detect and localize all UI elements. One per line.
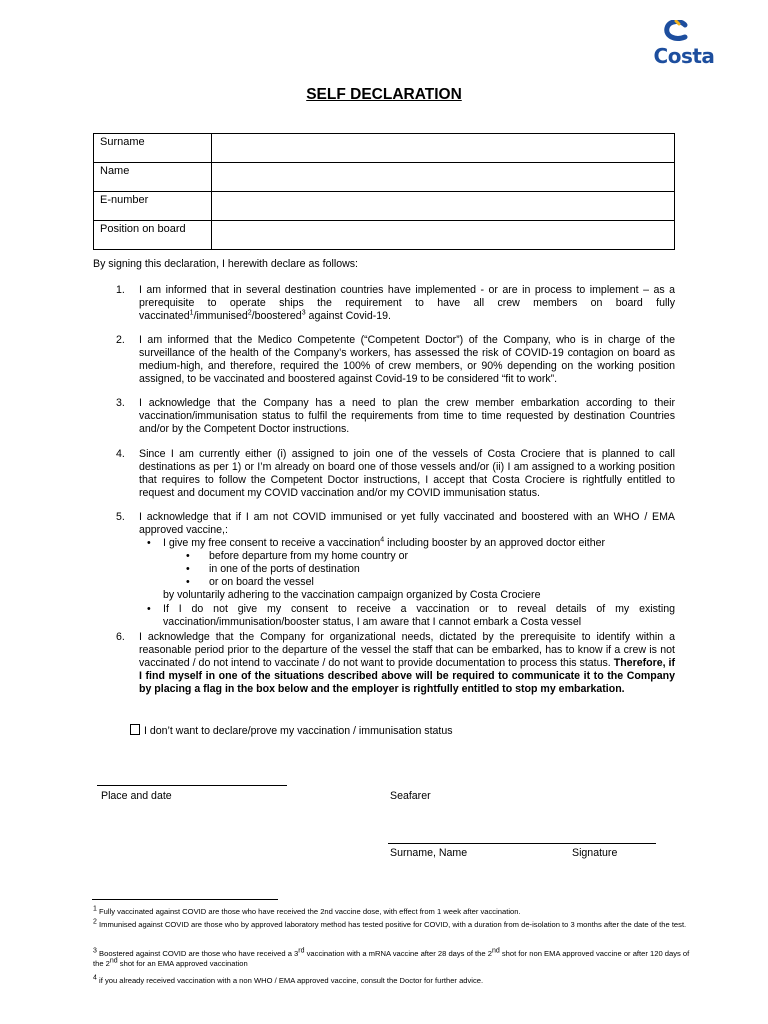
e-number-field[interactable]: [212, 192, 675, 221]
bullet-icon: •: [147, 603, 151, 615]
footnote-1-mark: 1: [93, 905, 97, 913]
e-number-label: E-number: [94, 192, 212, 221]
bullet-1-text: [163, 537, 675, 550]
bullet-2-text: If I do not give my consent to receive a vaccination or to reveal details of my existing vaccination/immunisation/booster status, I am aware that I cannot embark a Costa vessel: [163, 603, 675, 628]
footnote-ref-3: 3: [301, 309, 306, 317]
item-5-number: 5.: [116, 511, 125, 523]
item-1-text-b: /immunised: [193, 310, 248, 322]
signature-label: Signature: [572, 847, 618, 859]
bullet-icon: •: [186, 550, 190, 562]
opt-out-checkbox-row[interactable]: [130, 724, 630, 738]
footnote-3-sup-a: rd: [298, 947, 305, 955]
footnote-3: [93, 949, 693, 969]
item-4-text: Since I am currently either (i) assigned to join one of the vessels of Costa Crociere that is planned to call destinations as per 1) or I’m already on board one of those vessels and/or (ii) I am assigned to a working position that requires to follow the Competent Doctor instructions, I accept that Costa Crociere is rightfully entitled to request and document my COVID vaccination and/or my COVID immunisation status.: [139, 448, 675, 499]
item-3-number: 3.: [116, 397, 125, 409]
sub-bullet-1-text: before departure from my home country or: [209, 550, 409, 562]
footnote-2-text: Immunised against COVID are those who by approved laboratory method has tested positive for COVID, with a duration from de-isolation to 3 months after the date of the test.: [99, 920, 687, 929]
footnote-3-text-b: vaccination with a mRNA vaccine after 28 days of the 2: [304, 949, 492, 958]
opt-out-checkbox-label: I don’t want to declare/prove my vaccination / immunisation status: [144, 725, 453, 737]
item-2-number: 2.: [116, 334, 125, 346]
footnote-4-mark: 4: [93, 974, 97, 982]
item-1-number: 1.: [116, 284, 125, 296]
bullet-icon: •: [147, 537, 151, 549]
footnote-separator: [92, 899, 278, 900]
footnote-4: [93, 976, 693, 986]
seafarer-label: Seafarer: [390, 790, 431, 802]
place-date-line: [97, 785, 287, 786]
item-1-text-d: against Covid-19.: [305, 310, 391, 322]
surname-field[interactable]: [212, 134, 675, 163]
sub-bullet-2-text: in one of the ports of destination: [209, 563, 360, 575]
item-6-text-a: I acknowledge that the Company for organizational needs, dictated by the prerequisite to identify within a reasonable period prior to the departure of the vessel the staff that can be embarked, has to know if a crew is not vaccinated / do not intend to vaccinate / do not want to provide documentation to process this status.: [139, 631, 675, 669]
item-2-text: I am informed that the Medico Competente (“Competent Doctor”) of the Company, who is in charge of the surveillance of the health of the Company’s workers, has assessed the risk of COVID-19 contagion on board as medium-high, and therefore, required the 100% of crew members, or 90% depending on the working position assigned, to be vaccinated and boostered against Covid-19 to be considered “fit to work”.: [139, 334, 675, 385]
item-5-text: I acknowledge that if I am not COVID immunised or yet fully vaccinated and boostered with an WHO / EMA approved vaccine,:: [139, 511, 675, 536]
position-label: Position on board: [94, 221, 212, 250]
item-1-text-a: I am informed that in several destination countries have implemented - or are in process to implement – as a prerequisite to operate ships the requirement to have all crew members on board fully vaccinated: [139, 284, 675, 322]
item-6-number: 6.: [116, 631, 125, 643]
footnote-3-mark: 3: [93, 947, 97, 955]
personal-info-table: [93, 133, 675, 250]
footnote-ref-1: 1: [189, 309, 194, 317]
name-field[interactable]: [212, 163, 675, 192]
intro-text: By signing this declaration, I herewith declare as follows:: [93, 258, 358, 270]
item-1-text: [139, 284, 675, 323]
footnote-2-mark: 2: [93, 918, 97, 926]
seafarer-signature-line: [388, 843, 656, 844]
bullet-1-continuation: by voluntarily adhering to the vaccination campaign organized by Costa Crociere: [163, 589, 541, 601]
name-label: Name: [94, 163, 212, 192]
item-1-text-c: /boostered: [251, 310, 302, 322]
position-field[interactable]: [212, 221, 675, 250]
footnote-3-text-a: Boostered against COVID are those who have received a 3: [99, 949, 299, 958]
item-3-text: I acknowledge that the Company has a need to plan the crew member embarkation according to their vaccination/immunisation status to fulfil the requirements from time to time requested by destination Countries and/or by the Competent Doctor instructions.: [139, 397, 675, 435]
footnote-3-text-c: shot for non EMA approved vaccine or after 120 days of the 2: [93, 949, 690, 968]
page-title: SELF DECLARATION: [306, 86, 462, 103]
footnote-2: [93, 920, 693, 930]
bullet-1-text-a: I give my free consent to receive a vaccination: [163, 537, 381, 549]
footnote-1: [93, 907, 693, 917]
footnote-1-text: Fully vaccinated against COVID are those who have received the 2nd vaccine dose, with effect from 1 week after vaccination.: [99, 907, 521, 916]
surname-name-label: Surname, Name: [390, 847, 468, 859]
footnote-3-sup-b: nd: [491, 947, 500, 955]
table-row: [94, 221, 675, 250]
costa-c-mark-icon: [663, 20, 689, 42]
item-4-number: 4.: [116, 448, 125, 460]
surname-label: Surname: [94, 134, 212, 163]
item-6-text-bold: Therefore, if I find myself in one of the situations described above will be required to communicate it to the Company by placing a flag in the box below and the employer is rightfully entitled to stop my embarkation.: [139, 657, 675, 695]
bullet-1-text-b: including booster by an approved doctor either: [384, 537, 606, 549]
table-row: [94, 192, 675, 221]
bullet-icon: •: [186, 563, 190, 575]
item-6-text: [139, 631, 675, 696]
footnote-4-text: if you already received vaccination with a non WHO / EMA approved vaccine, consult the Doctor for further advice.: [99, 976, 484, 985]
costa-logo: [645, 20, 723, 72]
footnote-3-sup-c: nd: [109, 957, 118, 965]
footnote-ref-2: 2: [247, 309, 252, 317]
table-row: [94, 163, 675, 192]
opt-out-checkbox[interactable]: [130, 724, 140, 735]
place-date-label: Place and date: [101, 790, 172, 802]
footnote-ref-4: 4: [380, 536, 385, 544]
footnote-3-text-d: shot for an EMA approved vaccination: [117, 959, 248, 968]
table-row: [94, 134, 675, 163]
sub-bullet-3-text: or on board the vessel: [209, 576, 314, 588]
logo-text: Costa: [653, 44, 715, 68]
bullet-icon: •: [186, 576, 190, 588]
